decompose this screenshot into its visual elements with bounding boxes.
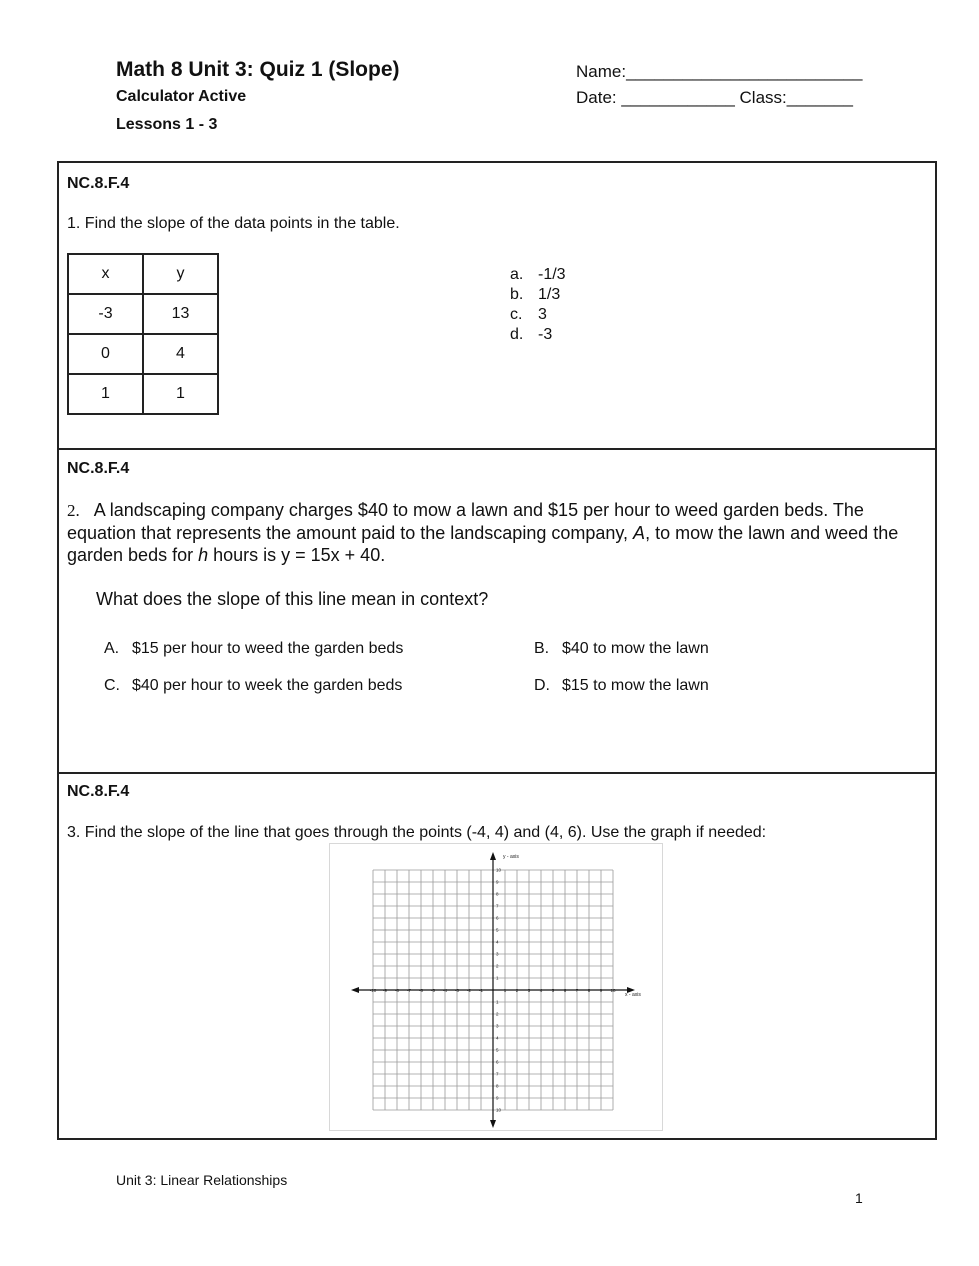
- y-tick-label: 6: [496, 915, 499, 921]
- x-tick-label: 3: [527, 988, 531, 993]
- table-cell: 1: [68, 374, 143, 414]
- x-tick-label: 6: [563, 988, 567, 993]
- date-class-line: Date: ____________ Class:_______: [576, 88, 853, 107]
- q1-choices: [510, 265, 566, 345]
- x-tick-label: 4: [539, 988, 543, 993]
- y-tick-label: 2: [496, 1011, 499, 1017]
- q2-number: 2.: [67, 501, 80, 520]
- coordinate-grid[interactable]: [330, 844, 662, 1130]
- x-tick-label: 7: [575, 988, 579, 993]
- y-tick-label: 8: [496, 1083, 499, 1089]
- questions-frame: [57, 161, 937, 1140]
- y-axis-up-arrow: [490, 852, 496, 860]
- x-tick-label: 8: [587, 988, 591, 993]
- table-cell: 13: [143, 294, 218, 334]
- y-tick-label: 8: [496, 891, 499, 897]
- y-tick-label: 5: [496, 1047, 499, 1053]
- section-divider: [59, 772, 935, 774]
- y-tick-label: 1: [496, 999, 499, 1005]
- x-tick-label: -10: [369, 988, 377, 993]
- q1-choice-b[interactable]: b. 1/3: [510, 286, 561, 303]
- y-axis-down-arrow: [490, 1120, 496, 1128]
- q1-standard: NC.8.F.4: [67, 175, 130, 192]
- y-tick-label: 9: [496, 1095, 499, 1101]
- x-axis-label: x - axis: [625, 992, 641, 998]
- q2-option-d[interactable]: D. $15 to mow the lawn: [534, 677, 709, 694]
- q1-choice-a[interactable]: a. -1/3: [510, 266, 566, 283]
- table-header-row: [68, 254, 218, 294]
- y-tick-label: 3: [496, 1023, 499, 1029]
- q3-standard: NC.8.F.4: [67, 783, 130, 800]
- quiz-title: Math 8 Unit 3: Quiz 1 (Slope): [116, 58, 400, 81]
- x-tick-label: -3: [454, 988, 460, 993]
- y-tick-label: 3: [496, 951, 499, 957]
- q1-choice-c[interactable]: c. 3: [510, 306, 547, 323]
- q1-prompt: 1. Find the slope of the data points in the table.: [67, 215, 400, 232]
- table-row: [68, 334, 218, 374]
- y-tick-label: 4: [496, 939, 499, 945]
- table-header-x: x: [68, 254, 143, 294]
- q3-prompt: 3. Find the slope of the line that goes through the points (-4, 4) and (4, 6). Use the graph if needed:: [67, 824, 767, 841]
- q2-standard: NC.8.F.4: [67, 460, 130, 477]
- y-tick-label: 9: [496, 879, 499, 885]
- section-divider: [59, 448, 935, 450]
- y-tick-label: 10: [496, 1107, 502, 1113]
- x-tick-label: 9: [599, 988, 603, 993]
- table-header-y: y: [143, 254, 218, 294]
- x-axis-left-arrow: [351, 987, 359, 993]
- x-tick-label: -7: [406, 988, 412, 993]
- footer-unit: Unit 3: Linear Relationships: [116, 1172, 288, 1188]
- y-tick-label: 6: [496, 1059, 499, 1065]
- y-tick-label: 10: [496, 867, 502, 873]
- x-tick-label: 2: [515, 988, 519, 993]
- q1-data-table: [67, 253, 219, 415]
- x-tick-label: -6: [418, 988, 424, 993]
- x-tick-label: 1: [503, 988, 507, 993]
- table-row: [68, 374, 218, 414]
- lessons-label: Lessons 1 - 3: [116, 116, 218, 133]
- name-line: Name:_________________________: [576, 62, 863, 81]
- q2-option-c[interactable]: C. $40 per hour to week the garden beds: [104, 677, 403, 694]
- q2-question: What does the slope of this line mean in context?: [96, 589, 489, 609]
- table-cell: -3: [68, 294, 143, 334]
- y-tick-label: 2: [496, 963, 499, 969]
- x-tick-label: -1: [478, 988, 484, 993]
- table-cell: 1: [143, 374, 218, 414]
- y-tick-label: 5: [496, 927, 499, 933]
- x-tick-label: -8: [394, 988, 400, 993]
- y-axis-label: y - axis: [503, 854, 519, 860]
- table-row: [68, 294, 218, 334]
- x-tick-label: 10: [610, 988, 616, 993]
- q1-choice-d[interactable]: d. -3: [510, 326, 553, 343]
- q2-option-a[interactable]: A. $15 per hour to weed the garden beds: [104, 640, 404, 657]
- y-tick-label: 4: [496, 1035, 499, 1041]
- coordinate-grid-frame: [329, 843, 663, 1131]
- y-tick-label: 7: [496, 903, 499, 909]
- x-tick-label: 5: [551, 988, 555, 993]
- x-tick-label: -2: [466, 988, 472, 993]
- y-tick-label: 7: [496, 1071, 499, 1077]
- q2-text: 2. A landscaping company charges $40 to mow a lawn and $15 per hour to weed garden beds. The equation that represents the amount paid to the landscaping company, A, to mow the lawn and weed the garden beds for h hours is y = 15x + 40.: [67, 500, 899, 565]
- calculator-note: Calculator Active: [116, 88, 247, 105]
- table-cell: 4: [143, 334, 218, 374]
- x-tick-label: -5: [430, 988, 436, 993]
- y-tick-label: 1: [496, 975, 499, 981]
- table-cell: 0: [68, 334, 143, 374]
- page-number: 1: [855, 1190, 863, 1206]
- x-tick-label: -9: [382, 988, 388, 993]
- x-tick-label: -4: [442, 988, 448, 993]
- q2-option-b[interactable]: B. $40 to mow the lawn: [534, 640, 709, 657]
